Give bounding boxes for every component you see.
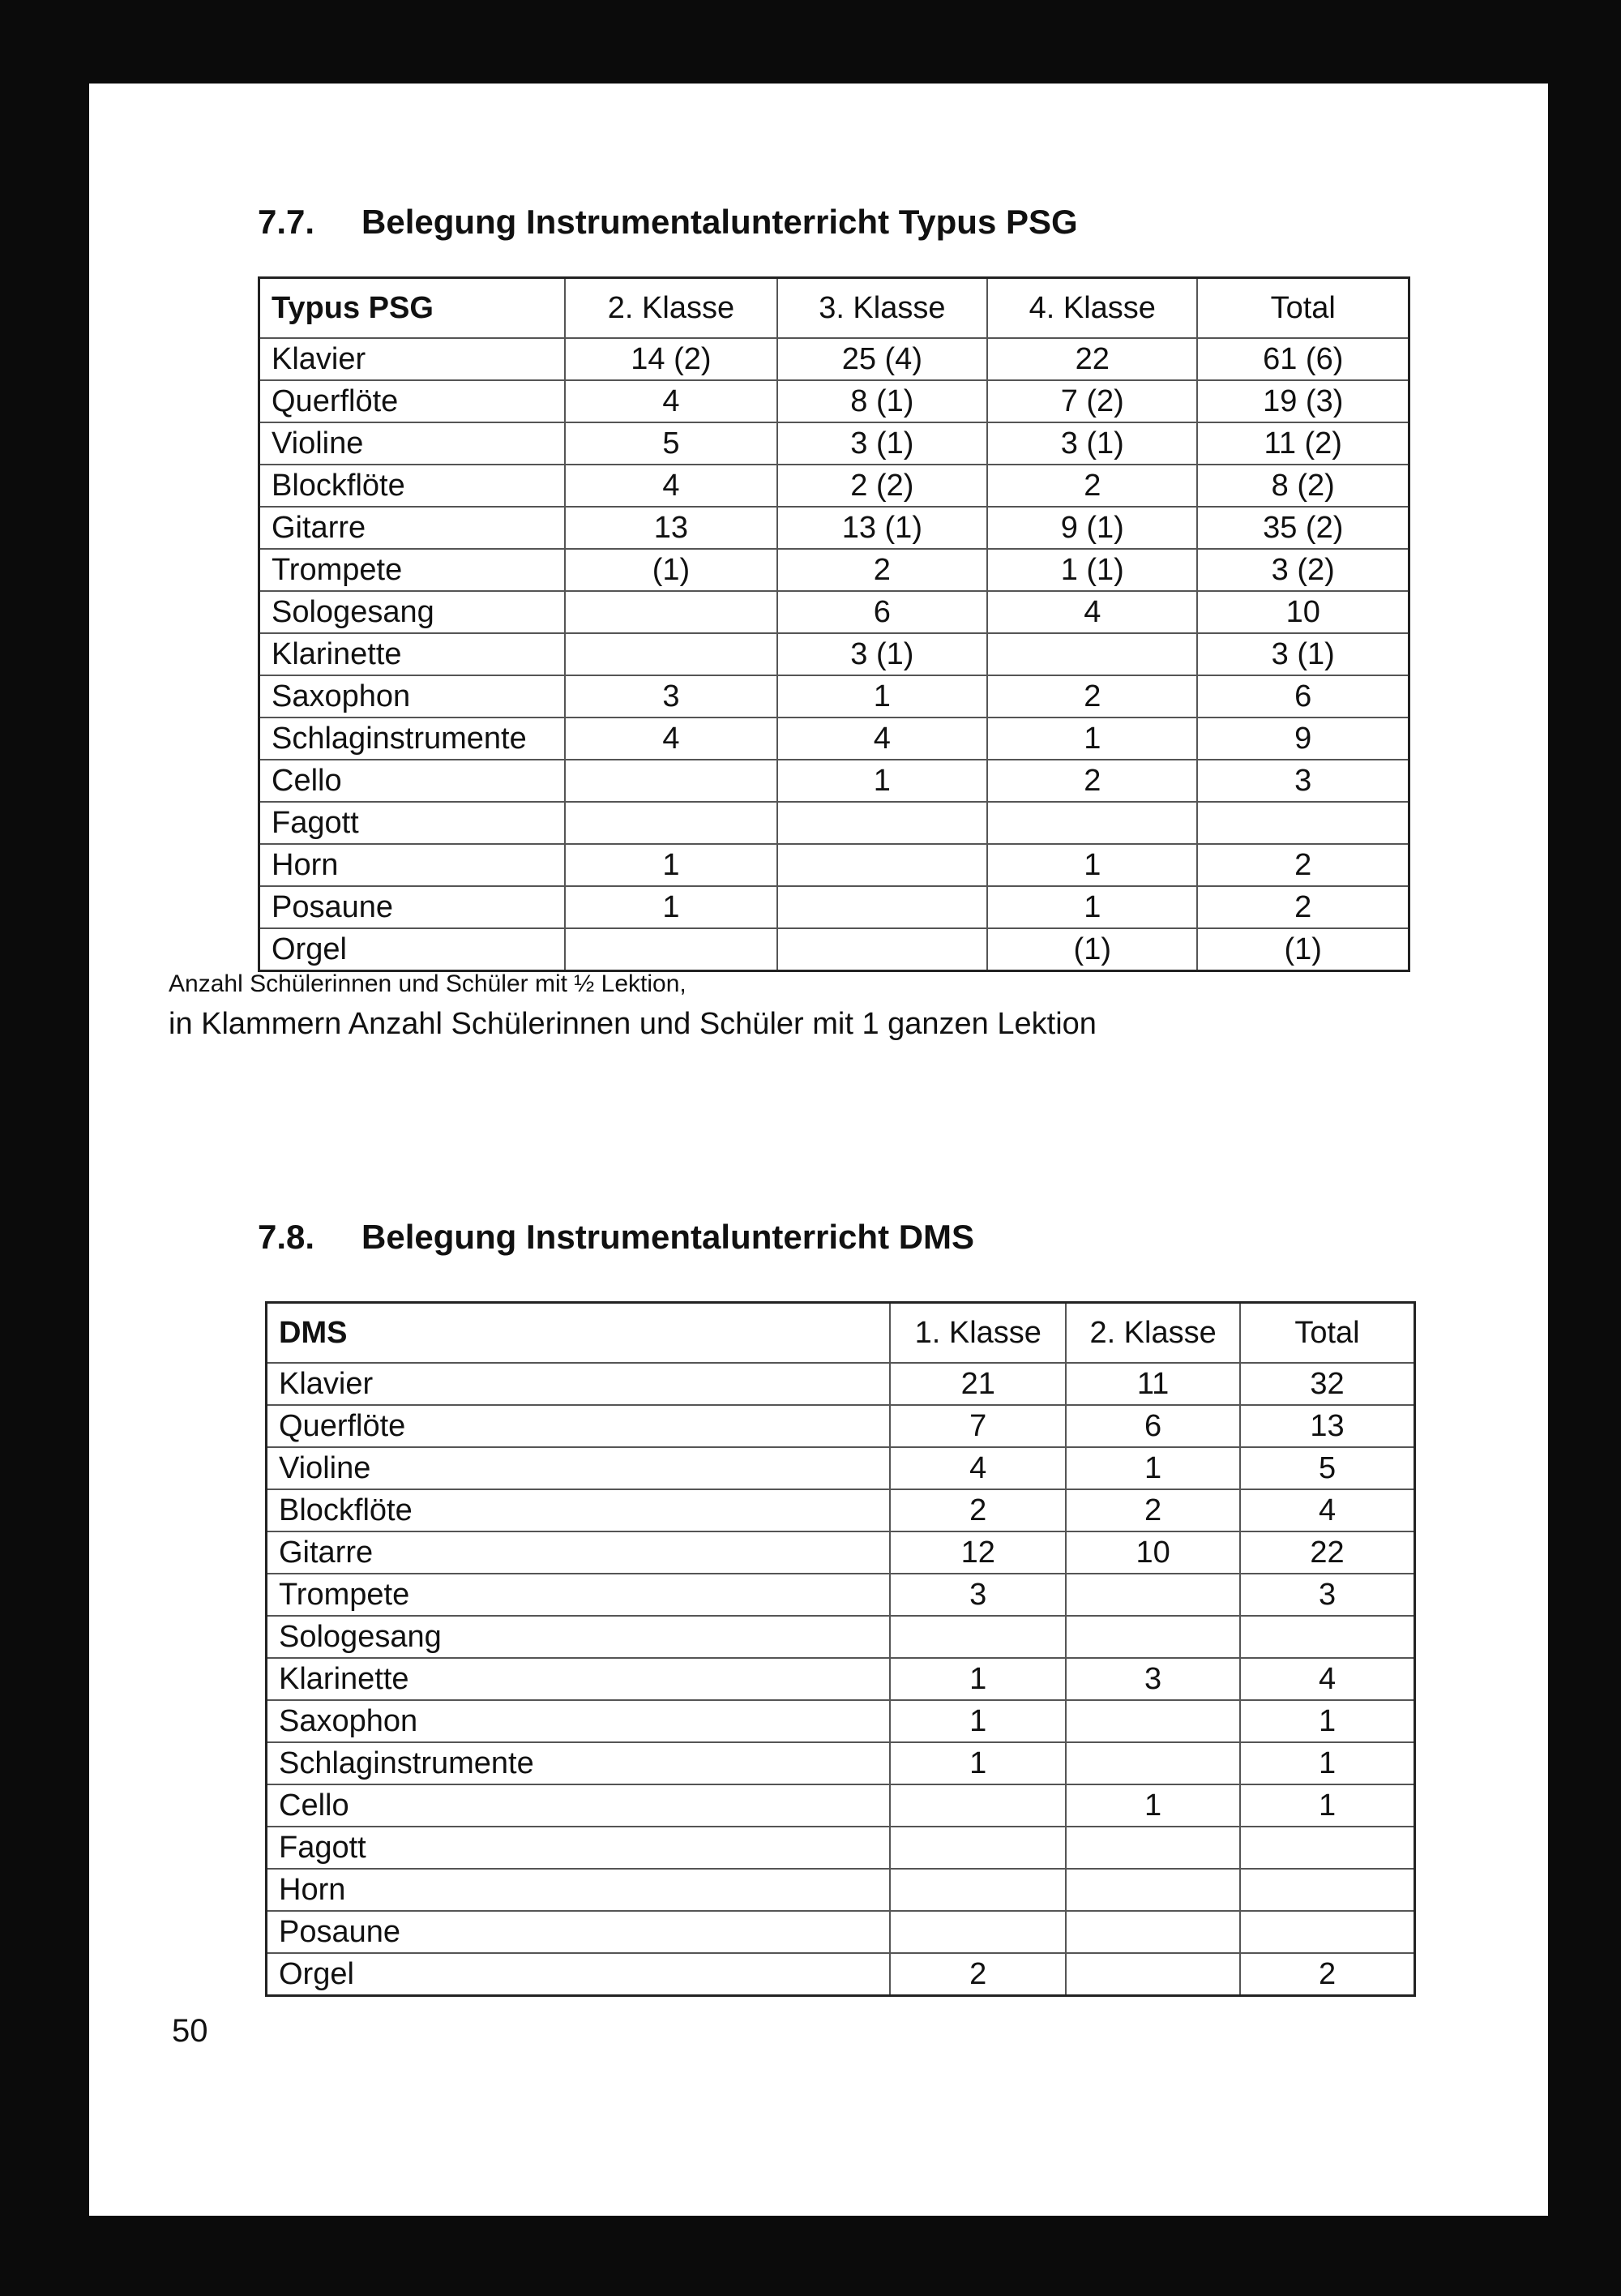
count-cell: 2 xyxy=(987,760,1197,802)
instrument-name: Klarinette xyxy=(259,633,566,675)
instrument-name: Blockflöte xyxy=(267,1489,891,1531)
section-title: Belegung Instrumentalunterricht Typus PSG xyxy=(361,203,1078,241)
count-cell: 3 xyxy=(1197,760,1409,802)
count-cell: 13 xyxy=(565,507,776,549)
count-cell: 1 xyxy=(1066,1447,1240,1489)
count-cell: 2 xyxy=(1066,1489,1240,1531)
count-cell xyxy=(565,591,776,633)
count-cell xyxy=(890,1616,1066,1658)
count-cell: 19 (3) xyxy=(1197,380,1409,422)
count-cell: 1 xyxy=(890,1700,1066,1742)
count-cell xyxy=(1066,1911,1240,1953)
table-row xyxy=(259,507,1409,549)
count-cell: 1 xyxy=(565,844,776,886)
count-cell: 11 (2) xyxy=(1197,422,1409,465)
footnote-line-1: Anzahl Schülerinnen und Schüler mit ½ Lektion, xyxy=(169,970,686,997)
count-cell xyxy=(890,1869,1066,1911)
count-cell xyxy=(1240,1616,1414,1658)
count-cell xyxy=(1066,1827,1240,1869)
count-cell: 2 xyxy=(1240,1953,1414,1996)
count-cell xyxy=(890,1784,1066,1827)
count-cell: 6 xyxy=(777,591,987,633)
count-cell: 2 xyxy=(1197,886,1409,928)
count-cell: 32 xyxy=(1240,1363,1414,1405)
instrument-name: Horn xyxy=(259,844,566,886)
count-cell: 3 (2) xyxy=(1197,549,1409,591)
table-row xyxy=(267,1700,1415,1742)
count-cell: 8 (2) xyxy=(1197,465,1409,507)
instrument-name: Cello xyxy=(267,1784,891,1827)
table-row xyxy=(267,1405,1415,1447)
instrument-name: Klavier xyxy=(267,1363,891,1405)
instrument-name: Fagott xyxy=(259,802,566,844)
instrument-name: Violine xyxy=(267,1447,891,1489)
count-cell: 7 (2) xyxy=(987,380,1197,422)
count-cell: 4 xyxy=(777,718,987,760)
count-cell: 3 xyxy=(1240,1574,1414,1616)
count-cell: 2 xyxy=(987,465,1197,507)
count-cell: 35 (2) xyxy=(1197,507,1409,549)
count-cell: 1 xyxy=(987,844,1197,886)
count-cell: 3 (1) xyxy=(777,633,987,675)
count-cell: 4 xyxy=(565,718,776,760)
count-cell: 7 xyxy=(890,1405,1066,1447)
count-cell: 1 xyxy=(565,886,776,928)
instrument-name: Horn xyxy=(267,1869,891,1911)
table-row xyxy=(259,422,1409,465)
count-cell xyxy=(1066,1574,1240,1616)
count-cell: 1 (1) xyxy=(987,549,1197,591)
count-cell xyxy=(987,802,1197,844)
instrument-name: Schlaginstrumente xyxy=(259,718,566,760)
count-cell xyxy=(777,802,987,844)
count-cell: 6 xyxy=(1066,1405,1240,1447)
count-cell: (1) xyxy=(1197,928,1409,971)
table-row xyxy=(259,380,1409,422)
table-title-header: DMS xyxy=(267,1303,891,1364)
count-cell xyxy=(1066,1742,1240,1784)
column-header: 2. Klasse xyxy=(1066,1303,1240,1364)
count-cell: 3 xyxy=(890,1574,1066,1616)
table-row xyxy=(259,760,1409,802)
instrument-name: Klavier xyxy=(259,338,566,380)
count-cell: 2 xyxy=(1197,844,1409,886)
psg-table xyxy=(258,276,1410,972)
count-cell: 4 xyxy=(1240,1658,1414,1700)
count-cell: 9 xyxy=(1197,718,1409,760)
table-row xyxy=(259,886,1409,928)
count-cell: 1 xyxy=(1240,1784,1414,1827)
table-row xyxy=(267,1363,1415,1405)
count-cell: 4 xyxy=(565,465,776,507)
count-cell: 4 xyxy=(1240,1489,1414,1531)
table-row xyxy=(259,675,1409,718)
table-row xyxy=(267,1658,1415,1700)
count-cell: 3 xyxy=(565,675,776,718)
count-cell xyxy=(1240,1869,1414,1911)
instrument-name: Klarinette xyxy=(267,1658,891,1700)
column-header: 3. Klasse xyxy=(777,278,987,339)
section-title: Belegung Instrumentalunterricht DMS xyxy=(361,1218,975,1256)
table-row xyxy=(267,1489,1415,1531)
column-header: 4. Klasse xyxy=(987,278,1197,339)
column-header: Total xyxy=(1240,1303,1414,1364)
table-row xyxy=(267,1447,1415,1489)
column-header: 2. Klasse xyxy=(565,278,776,339)
column-header: Total xyxy=(1197,278,1409,339)
table-row xyxy=(259,718,1409,760)
section-number: 7.7. xyxy=(258,203,315,241)
instrument-name: Blockflöte xyxy=(259,465,566,507)
count-cell: 1 xyxy=(987,886,1197,928)
count-cell: 2 xyxy=(777,549,987,591)
instrument-name: Saxophon xyxy=(259,675,566,718)
count-cell: 10 xyxy=(1197,591,1409,633)
table-title-header: Typus PSG xyxy=(259,278,566,339)
count-cell: 61 (6) xyxy=(1197,338,1409,380)
count-cell: 5 xyxy=(1240,1447,1414,1489)
table-row xyxy=(267,1616,1415,1658)
instrument-name: Querflöte xyxy=(267,1405,891,1447)
count-cell: 22 xyxy=(987,338,1197,380)
count-cell: 1 xyxy=(1240,1742,1414,1784)
count-cell: 1 xyxy=(1240,1700,1414,1742)
page-number: 50 xyxy=(172,2013,208,2049)
instrument-name: Posaune xyxy=(259,886,566,928)
count-cell xyxy=(565,760,776,802)
count-cell xyxy=(1240,1827,1414,1869)
count-cell xyxy=(1066,1616,1240,1658)
count-cell xyxy=(1066,1700,1240,1742)
count-cell: 3 (1) xyxy=(1197,633,1409,675)
count-cell: 2 xyxy=(987,675,1197,718)
count-cell: 4 xyxy=(565,380,776,422)
table-row xyxy=(267,1784,1415,1827)
count-cell: 1 xyxy=(987,718,1197,760)
instrument-name: Saxophon xyxy=(267,1700,891,1742)
count-cell: 5 xyxy=(565,422,776,465)
instrument-name: Gitarre xyxy=(267,1531,891,1574)
count-cell: 10 xyxy=(1066,1531,1240,1574)
instrument-name: Posaune xyxy=(267,1911,891,1953)
instrument-name: Trompete xyxy=(259,549,566,591)
instrument-name: Orgel xyxy=(259,928,566,971)
count-cell xyxy=(987,633,1197,675)
instrument-name: Schlaginstrumente xyxy=(267,1742,891,1784)
count-cell: 6 xyxy=(1197,675,1409,718)
count-cell: 2 (2) xyxy=(777,465,987,507)
count-cell xyxy=(1066,1869,1240,1911)
count-cell: 3 (1) xyxy=(987,422,1197,465)
table-row xyxy=(259,338,1409,380)
count-cell: 1 xyxy=(890,1658,1066,1700)
table-row xyxy=(259,802,1409,844)
table-row xyxy=(267,1827,1415,1869)
count-cell xyxy=(565,633,776,675)
table-row xyxy=(259,591,1409,633)
count-cell: 14 (2) xyxy=(565,338,776,380)
count-cell: 9 (1) xyxy=(987,507,1197,549)
count-cell xyxy=(565,928,776,971)
table-row xyxy=(267,1911,1415,1953)
count-cell: 3 (1) xyxy=(777,422,987,465)
table-row xyxy=(259,928,1409,971)
footnote-line-2: in Klammern Anzahl Schülerinnen und Schüler mit 1 ganzen Lektion xyxy=(169,1007,1097,1041)
table-row xyxy=(259,549,1409,591)
instrument-name: Querflöte xyxy=(259,380,566,422)
table-row xyxy=(267,1953,1415,1996)
instrument-name: Orgel xyxy=(267,1953,891,1996)
count-cell: 11 xyxy=(1066,1363,1240,1405)
count-cell: 8 (1) xyxy=(777,380,987,422)
table-row xyxy=(267,1531,1415,1574)
table-row xyxy=(259,844,1409,886)
count-cell xyxy=(777,928,987,971)
table-row xyxy=(267,1742,1415,1784)
count-cell: 3 xyxy=(1066,1658,1240,1700)
table-row xyxy=(267,1869,1415,1911)
column-header: 1. Klasse xyxy=(890,1303,1066,1364)
table-row xyxy=(267,1574,1415,1616)
count-cell: 22 xyxy=(1240,1531,1414,1574)
count-cell: 4 xyxy=(987,591,1197,633)
count-cell: 1 xyxy=(777,760,987,802)
instrument-name: Trompete xyxy=(267,1574,891,1616)
instrument-name: Gitarre xyxy=(259,507,566,549)
table-row xyxy=(259,633,1409,675)
table-row xyxy=(259,465,1409,507)
count-cell: 13 (1) xyxy=(777,507,987,549)
count-cell: 4 xyxy=(890,1447,1066,1489)
count-cell: 1 xyxy=(1066,1784,1240,1827)
count-cell: 21 xyxy=(890,1363,1066,1405)
count-cell: 25 (4) xyxy=(777,338,987,380)
instrument-name: Sologesang xyxy=(267,1616,891,1658)
instrument-name: Violine xyxy=(259,422,566,465)
count-cell: 1 xyxy=(890,1742,1066,1784)
instrument-name: Cello xyxy=(259,760,566,802)
count-cell xyxy=(1240,1911,1414,1953)
section-number: 7.8. xyxy=(258,1218,315,1256)
count-cell xyxy=(1066,1953,1240,1996)
count-cell: (1) xyxy=(565,549,776,591)
count-cell xyxy=(565,802,776,844)
count-cell: 1 xyxy=(777,675,987,718)
count-cell: 12 xyxy=(890,1531,1066,1574)
count-cell xyxy=(890,1827,1066,1869)
dms-table xyxy=(265,1301,1416,1997)
count-cell xyxy=(890,1911,1066,1953)
count-cell: 13 xyxy=(1240,1405,1414,1447)
instrument-name: Sologesang xyxy=(259,591,566,633)
count-cell: 2 xyxy=(890,1953,1066,1996)
instrument-name: Fagott xyxy=(267,1827,891,1869)
count-cell xyxy=(777,886,987,928)
count-cell: (1) xyxy=(987,928,1197,971)
count-cell: 2 xyxy=(890,1489,1066,1531)
count-cell xyxy=(777,844,987,886)
count-cell xyxy=(1197,802,1409,844)
